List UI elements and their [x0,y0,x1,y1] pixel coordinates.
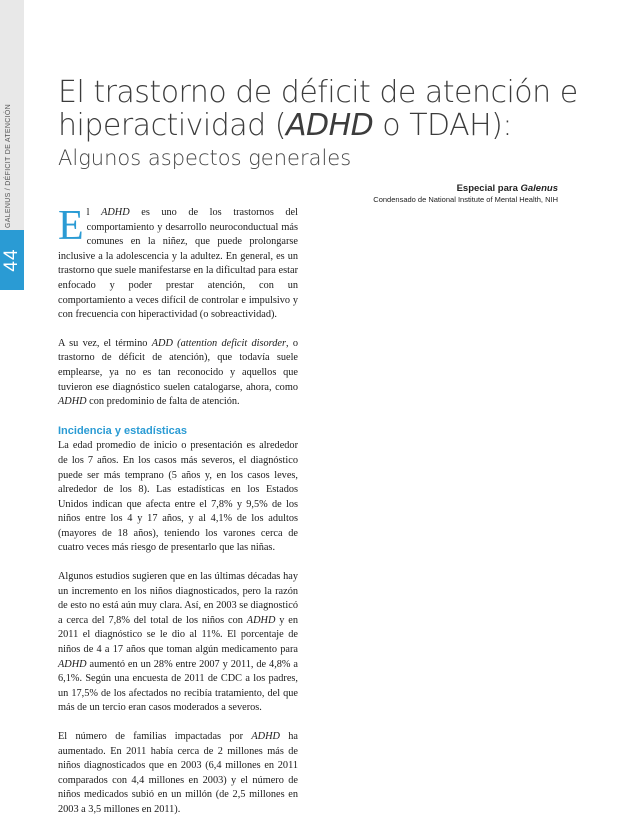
byline-author: Especial para Galenus [456,183,558,194]
article-subtitle: Algunos aspectos generales [58,146,352,170]
paragraph-incidencia: La edad promedio de inicio o presentación es alrededor de los 7 años. En los casos más severos, el diagnóstico puede ser más temprano (5 años y, en los casos leves, alrededor de los 8). Las estadísticas en los Estados Unidos indican que afecta entre el 7,8% y 9,5% de los niños entre los 4 y 17 años, y al 4,1% de los adultos (mayores de 18 años), teniendo los varones cerca de cuatro veces más riesgo de presentarlo que las niñas. [58,440,298,554]
page-number-tab [0,230,24,290]
sidebar [0,0,24,802]
section-label: GALENUS / DÉFICIT DE ATENCIÓN [5,104,12,228]
article-title: El trastorno de déficit de atención e hiperactividad (ADHD o TDAH): [58,75,578,143]
paragraph-familias: El número de familias impactadas por ADHD ha aumentado. En 2011 había cerca de 2 millones más de niños diagnosticados que en 2003 (6,4 millones en 2011 comparados con 4,4 millones en 2003) y el número de niños medicados subió en un millón (de 2,5 millones en 2003 a 3,5 millones en 2011). [58,731,298,815]
byline [373,183,558,204]
paragraph-intro: El ADHD es uno de los trastornos del comportamiento y desarrollo neuroconductual más comunes en la niñez, que puede prolongarse inclusive a la adolescencia y la adultez. En general, es un trastorno que suele manifestarse en la dificultad para estar enfocado y poder prestar atención, con un comportamiento a veces difícil de controlar e impulsivo y con frecuencia con hiperactividad (o sobreactividad). [58,203,298,321]
paragraph-add: A su vez, el término ADD (attention deficit disorder, o trastorno de déficit de atención), que todavía suele emplearse, ya no es tan reconocido y aquellos que tuvieron ese diagnóstico suelen catalogarse, ahora, como ADHD con predominio de falta de atención. [58,337,299,408]
column-left [58,203,299,818]
paragraph-estudios: Algunos estudios sugieren que en las últimas décadas hay un incremento en los niños diagnosticados, pero la razón de esto no está aún muy clara. Así, en 2003 se diagnosticó a cerca del 7,8% del total de los niños con ADHD y en 2011 el diagnóstico se le dio al 11%. El porcentaje de niños de 4 a 17 años que toman algún medicamento para ADHD aumentó en un 28% entre 2007 y 2011, de 4,8% a 6,1%. Según una encuesta de 2011 de CDC a los padres, un 17,5% de los afectados no recibía tratamiento, del que más de un tercio eran casos moderados a severos. [58,571,298,714]
page-number: 44 [1,248,22,272]
sidebar-band [0,0,24,230]
byline-source: Condensado de National Institute of Mental Health, NIH [373,195,558,204]
drop-cap: E [58,203,84,249]
title-block [58,76,598,171]
heading-incidencia: Incidencia y estadísticas [58,424,188,437]
